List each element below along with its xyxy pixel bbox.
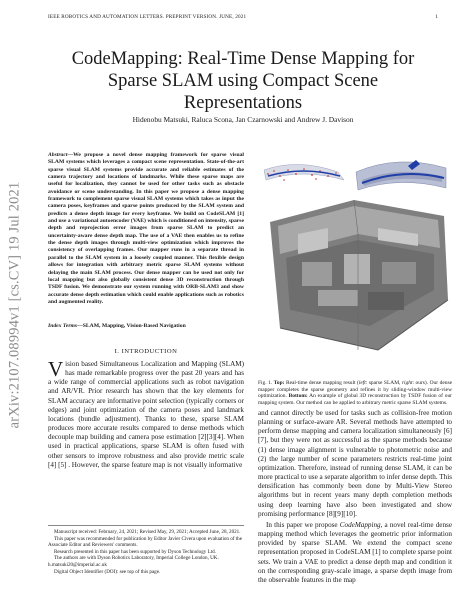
method-name: CodeMapping	[339, 520, 381, 529]
abstract-text: —We propose a novel dense mapping framework for sparse visual SLAM systems which leverages a compact scene representation. State-of-the-art sparse visual SLAM systems provide accurate and reliable estimates of the camera trajectory and locations of landmarks. While these sparse maps are useful for localization, they cannot be used for other tasks such as obstacle avoidance or scene understanding. In this paper we propose a dense mapping framework to complement sparse visual SLAM systems which takes as input the camera poses, keyframes and sparse points produced by the SLAM system and predicts a dense depth image for every keyframe. We build on CodeSLAM [1] and use a variational autoencoder (VAE) which is conditioned on intensity, sparse depth and reprojection error images from sparse SLAM to predict an uncertainty-aware dense depth map. The use of a VAE then enables us to refine the dense depth images through multi-view optimization which improves the consistency of overlapping frames. Our mapper runs in a separate thread in parallel to the SLAM system in a loosely coupled manner. This flexible design allows for integration with arbitrary metric sparse SLAM systems without delaying the main SLAM process. Our dense mapper can be used not only for local mapping but also globally consistent dense 3D reconstruction through TSDF fusion. We demonstrate our system running with ORB-SLAM3 and show accurate dense depth estimation which could enable applications such as robotics and augmented reality.	[48, 152, 244, 305]
tsdf-reconstruction	[270, 200, 448, 350]
intro-right-paragraph-2	[258, 521, 452, 585]
caption-label: Fig. 1.	[258, 380, 273, 386]
footnote-item: This paper was recommended for publication by Editor Javier Civera upon evaluation of the Associate Editor and Reviewers' comments.	[48, 535, 242, 549]
footnote-item: Manuscript received: February, 24, 2021; Revised May, 29, 2021; Accepted June, 28, 2021.	[54, 529, 241, 535]
footnotes	[48, 525, 244, 575]
abstract-lead: Abstract	[48, 152, 68, 158]
journal-header: IEEE ROBOTICS AND AUTOMATION LETTERS. PREPRINT VERSION. JUNE, 2021	[48, 14, 247, 20]
caption-text: left	[358, 380, 366, 386]
footnote-item: Research presented in this paper has been supported by Dyson Technology Ltd.	[54, 548, 216, 555]
intro-left-text: ision based Simultaneous Localization and Mapping (SLAM) has made remarkable progress over the past 20 years and has a wide range of commercial applications such as robot navigation and AR/VR. Prior research has shown that the key elements for SLAM accuracy are informative point selection (typically corners or edges) and joint optimization of the camera poses and landmark locations (bundle adjustment). Thanks to these, sparse SLAM produces more accurate results compared to dense methods which decouple map building and camera pose estimation [2][3][4]. When used in practical applications, sparse SLAM is often fused with other sensors to improve robustness and also provide metric scale [4] [5] . However, the sparse feature map is not visually informative	[48, 360, 244, 469]
index-terms-text: —SLAM, Mapping, Vision-Based Navigation	[77, 323, 186, 329]
sparse-map-panel	[264, 164, 344, 180]
arxiv-stamp-container	[0, 140, 30, 470]
caption-top-label: Top:	[273, 380, 285, 386]
footnote-item: Digital Object Identifier (DOI): see top of this page.	[54, 568, 161, 575]
caption-text: An example of global 3D reconstruction by TSDF fusion of our mapping system. Our method can be applied to arbitrary metric sparse SLAM systems.	[258, 393, 452, 407]
intro-left-paragraph	[48, 357, 244, 470]
caption-bottom-label: Bottom:	[288, 393, 308, 400]
figure-1-caption	[258, 380, 452, 407]
figure-1-illustration	[258, 150, 452, 376]
index-terms-lead: Index Terms	[48, 323, 78, 329]
paragraph-text: , a novel real-time dense mapping method which leverages the geometric prior information provided by sparse SLAM. We extend the compact scene representation proposed in CodeSLAM [1] to complete sparse point sets. We train a VAE to predict a dense depth map and condition it on the corresponding gray-scale image, a sparse depth image from the observable features in the map	[258, 520, 452, 584]
abstract	[48, 152, 244, 306]
caption-text: : sparse SLAM,	[365, 380, 402, 386]
footnote-item: The authors are with Dyson Robotics Laboratory, Imperial College London, UK. h.matsuki20@imperial.ac.uk	[48, 555, 219, 568]
arxiv-stamp: arXiv:2107.08994v1 [cs.CV] 19 Jul 2021	[6, 181, 23, 429]
section-heading: I. INTRODUCTION	[114, 348, 178, 355]
paper-title: CodeMapping: Real-Time Dense Mapping for Sparse SLAM using Compact Scene Representations	[71, 49, 415, 113]
intro-right-column	[258, 409, 452, 585]
figure-1	[258, 150, 452, 376]
author-list: Hidenobu Matsuki, Raluca Scona, Jan Czarnowski and Andrew J. Davison	[132, 115, 354, 124]
dropcap-letter: V	[48, 357, 64, 381]
dense-map-panel	[356, 160, 446, 190]
caption-text: : ours). Our dense mapper completes the sparse geometry and refines it by sliding-window multi-view optimization.	[258, 380, 452, 400]
index-terms	[48, 323, 244, 330]
page-number: 1	[435, 14, 438, 20]
intro-right-paragraph-1: and cannot directly be used for tasks such as collision-free motion planning or surface-aware AR. Several methods have attempted to perform dense mapping and camera localization simultaneously [6][7], but they were not as successful as the sparse methods because (1) dense image alignment is vulnerable to photometric noise and (2) the large number of scene parameters restricts real-time joint optimization. Therefore, instead of running dense SLAM, it can be more practical to use a separate algorithm to infer dense depth. This densification has commonly been done by Multi-View Stereo algorithms but in recent years many depth completion methods using deep learning have also been investigated and show promising performance [8][9][10].	[258, 409, 452, 518]
paragraph-text: In this paper we propose	[266, 520, 340, 529]
caption-text: right	[401, 380, 413, 386]
running-header	[48, 14, 438, 20]
caption-text: Real-time dense mapping result (	[284, 380, 359, 386]
